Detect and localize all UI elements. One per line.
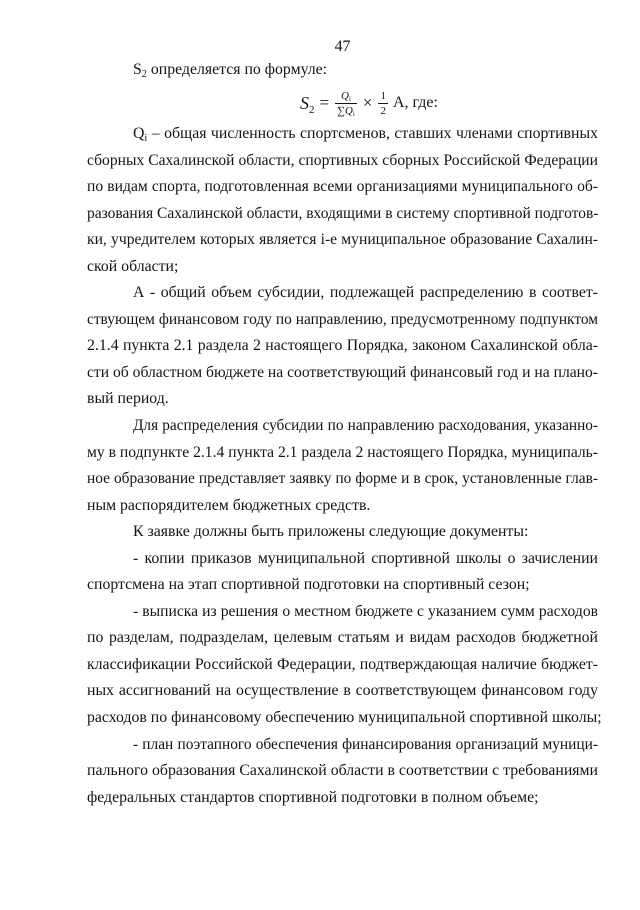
denominator-symbol: ∑Q — [337, 104, 353, 117]
text-line: вый период. — [87, 390, 169, 408]
text-line: ской области; — [87, 257, 179, 275]
text-line: пального образования Сахалинской области в соответствии с требованиями — [87, 762, 598, 780]
text-line: Для распределения субсидии по направлению расходования, указанно- — [133, 417, 598, 435]
text-line: ное образование представляет заявку по форме и в срок, установленные глав- — [87, 470, 598, 488]
formula-intro — [87, 57, 598, 84]
text-line: ки, учредителем которых является i-е муниципальное образование Сахалин- — [87, 231, 598, 249]
text-line — [87, 121, 598, 148]
intro-symbol: S — [133, 61, 142, 78]
list-item-financing-plan — [87, 732, 598, 812]
text-line: сти об областном бюджете на соответствующий финансовый год и на плано- — [87, 363, 598, 381]
text-line: ных ассигнований на осуществление в соответствующем финансовом году — [87, 682, 598, 700]
numerator-subscript: i — [348, 94, 351, 103]
text-line: ствующем финансовом году по направлению, предусмотренному подпунктом — [87, 310, 598, 328]
half-denominator: 2 — [380, 104, 386, 117]
list-item-orders — [87, 546, 598, 599]
formula-lhs-subscript: 2 — [309, 103, 315, 116]
text-line: расходов по финансовому обеспечению муниципальной спортивной школы; — [87, 709, 602, 727]
intro-symbol-subscript: 2 — [141, 69, 147, 81]
text-line: А - общий объем субсидии, подлежащей распределению в соответ- — [133, 284, 598, 302]
formula-tail: А, где: — [392, 94, 438, 111]
fraction-one-half — [378, 90, 388, 117]
paragraph-a-definition — [87, 280, 598, 413]
denominator-subscript: i — [352, 109, 355, 118]
half-numerator: 1 — [380, 89, 386, 102]
text-line: сборных Сахалинской области, спортивных сборных Российской Федерации — [87, 151, 598, 169]
text-line: му в подпункте 2.1.4 пункта 2.1 раздела 2 настоящего Порядка, муниципаль- — [87, 443, 598, 461]
formula-lhs — [300, 93, 315, 114]
text-line: К заявке должны быть приложены следующие документы: — [133, 523, 529, 541]
text-line: - копии приказов муниципальной спортивной школы о зачислении — [133, 549, 598, 567]
text-line: классификации Российской Федерации, подтверждающая наличие бюджет- — [87, 655, 598, 673]
qi-symbol-subscript: i — [144, 133, 148, 145]
intro-text: определяется по формуле: — [146, 61, 328, 78]
text-line: по видам спорта, подготовленная всеми организациями муниципального об- — [87, 178, 598, 196]
fraction-qi-over-sum-qi — [335, 90, 357, 117]
text-line: - выписка из решения о местном бюджете с указанием сумм расходов — [133, 602, 598, 620]
fraction-denominator — [335, 103, 357, 117]
text-line: - план поэтапного обеспечения финансирования организаций муници- — [133, 735, 598, 753]
text-line: 2.1.4 пункта 2.1 раздела 2 настоящего Порядка, законом Сахалинской обла- — [87, 337, 598, 355]
numerator-symbol: Q — [341, 89, 349, 102]
formula-equals-sign: = — [319, 93, 330, 112]
qi-symbol: Q — [133, 125, 145, 142]
list-item-budget-extract — [87, 599, 602, 732]
fraction-numerator — [339, 90, 353, 103]
text-line: разования Сахалинской области, входящими в систему спортивной подготов- — [87, 204, 599, 222]
text-line: по разделам, подразделам, целевым статьям и видам расходов бюджетной — [87, 629, 598, 647]
paragraph-qi-definition — [87, 121, 598, 280]
text-line-content: – общая численность спортсменов, ставших членами спортивных — [147, 125, 598, 142]
formula-lhs-symbol: S — [300, 92, 309, 113]
text-line: ным распорядителем бюджетных средств. — [87, 496, 371, 514]
paragraph-documents-intro — [87, 519, 598, 546]
paragraph-application — [87, 413, 598, 519]
body-text — [87, 121, 602, 811]
text-line: федеральных стандартов спортивной подготовки в полном объеме; — [87, 788, 539, 806]
formula — [300, 88, 438, 118]
formula-times-sign: × — [362, 93, 373, 112]
text-line: спортсмена на этап спортивной подготовки на спортивный сезон; — [87, 576, 530, 594]
page-number: 47 — [334, 38, 351, 55]
